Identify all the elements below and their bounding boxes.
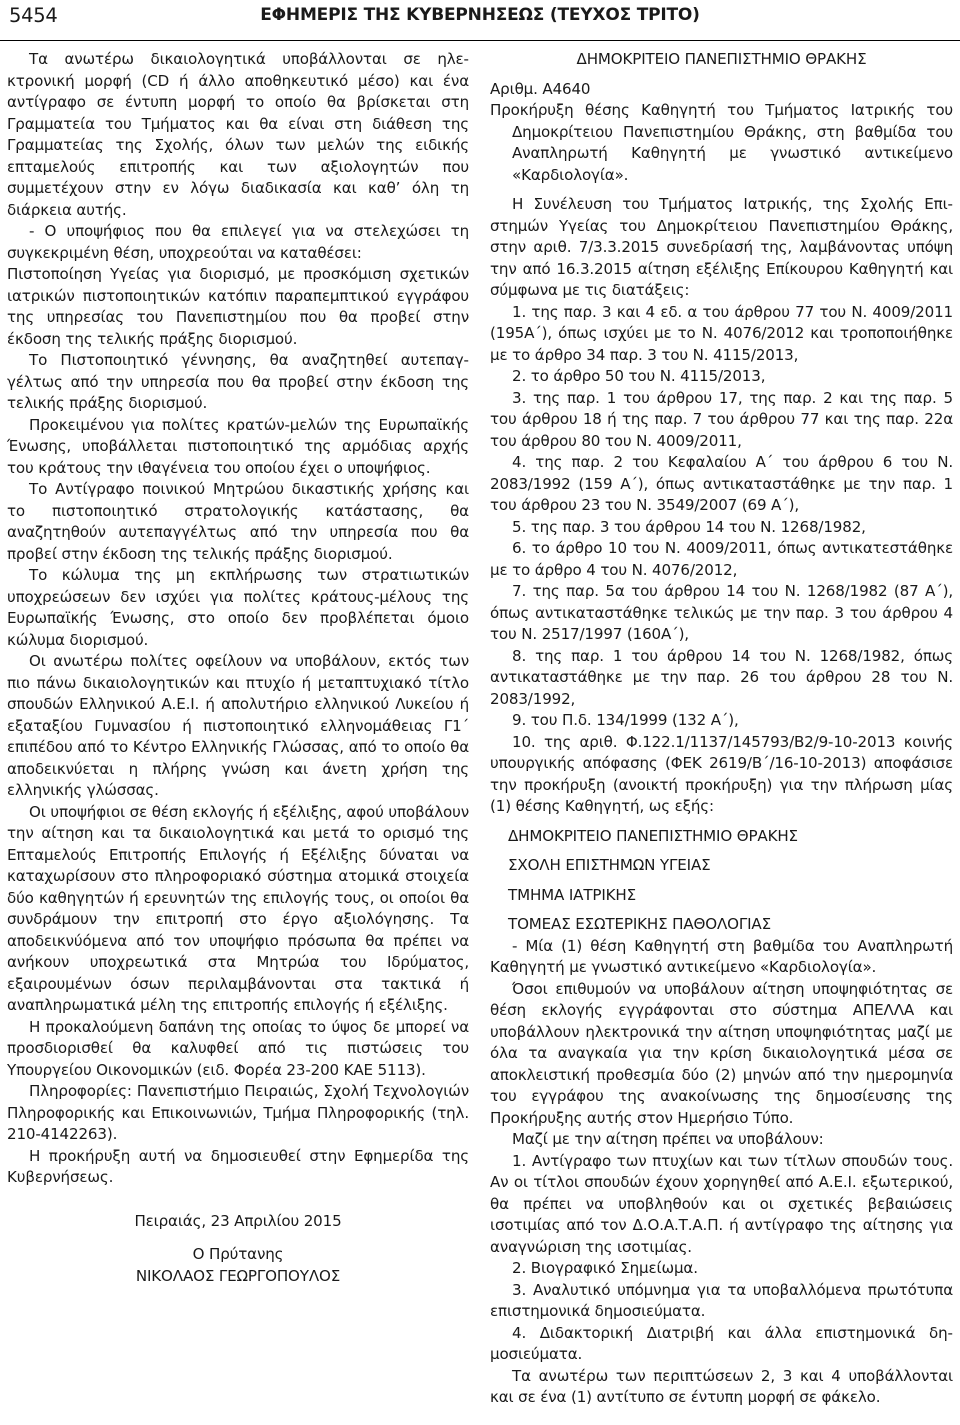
paragraph: Η Συνέλευση του Τμήματος Ιατρικής, της Σχολής Επιστημών Υγείας του Δημοκρίτειου Πανεπιστημίου Θράκης, στην αριθ. 7/3.3.2015 συνεδρίασή της, λαμβάνοντας υπόψη την από 16.3.2015 αίτηση εξέλιξης Επίκουρου Καθηγητή και σύμφωνα με τις διατάξεις: [490, 195, 953, 299]
list-item: 2. Βιογραφικό Σημείωμα. [512, 1259, 698, 1277]
paragraph: Οι ανωτέρω πολίτες οφείλουν να υποβάλουν, εκτός των πιο πάνω δικαιολογητικών και πτυχίο ή μεταπτυχιακό τίτλο σπουδών Ελληνικού Α.Ε.Ι. ή απολυτήριο ελληνικού Λυκείου ή εξαταξίου Γυμνασίου ή πιστοποιητικό ελληνομάθειας Γ1΄ επιπέδου από το Κέντρο Ελληνικής Γλώσσας, από το οποίο θα αποδεικνύεται η πλήρης γνώση και άνετη χρήση της ελληνικής γλώσσας. [7, 652, 469, 799]
page-header [0, 0, 960, 41]
notice-title: Προκήρυξη θέσης Καθηγητή του Τμήματος Ιατρικής του Δημοκρίτειου Πανεπιστημίου Θράκης, στη βαθμίδα του Αναπληρωτή Καθηγητή με γνωστικό αντικείμενο «Καρδιολογία». [490, 101, 953, 184]
paragraph: Πληροφορίες: Πανεπιστήμιο Πειραιώς, Σχολή Τεχνολογιών Πληροφορικής και Επικοινωνιών, Τμήμα Πληροφορικής (τηλ. 210-4142263). [7, 1082, 469, 1143]
paragraph: Όσοι επιθυμούν να υποβάλουν αίτηση υποψηφιότητας σε θέση εκλογής εγγράφονται στο σύστημα ΑΠΕΛΛΑ και υποβάλλουν ηλεκτρονικά την αίτηση υποψηφιότητας μαζί με όλα τα αναγκαία για την κρίση δικαιολογητικά μέσα σε αποκλειστική προθεσμία δύο (2) μηνών από την ημερομηνία του εγγράφου της ανακοίνωσης της δημοσίευσης της Προκήρυξης αυτής στον Ημερήσιο Τύπο. [490, 979, 953, 1127]
left-column [7, 49, 469, 1287]
place-date: Πειραιάς, 23 Απριλίου 2015 [134, 1211, 342, 1230]
paragraph: Πιστοποίηση Υγείας για διορισμό, με προσκόμιση σχετικών ιατρικών πιστοποιητικών κατόπιν παραπεμπτικού εγγράφου της υπηρεσίας του Πανεπιστημίου που θα προβεί στην έκδοση της τελικής πράξης διορισμού. [7, 265, 469, 348]
paragraph: Προκειμένου για πολίτες κρατών-μελών της Ευρωπαϊκής Ένωσης, υποβάλλεται πιστοποιητικό της αρμόδιας αρχής του κράτους την ιθαγένεια του οποίου έχει ο υποψήφιος. [7, 415, 469, 477]
paragraph: Οι υποψήφιοι σε θέση εκλογής ή εξέλιξης, αφού υποβάλουν την αίτηση και τα δικαιολογητικά και μετά το ορισμό της Επταμελούς Επιτροπής Επιλογής ή Εξέλιξης δύναται να καταχωρίσουν στο πληροφοριακό σύστημα ατομικά στοιχεία δύο καθηγητών ή ερευνητών της επιλογής τους, οι οποίοι θα συνδράμουν την επιτροπή στο έργο αξιολόγησης. Τα αποδεικνύόμενα από τον υποψήφιο πρόσωπα θα πρέπει να ανήκουν υποχρεωτικά στα Μητρώα του Ιδρύματος, εξαιρουμένων όσων περιλαμβάνονται στα τακτικά ή αναπληρωματικά μέλη της επιτροπής επιλογής ή εξέλιξης. [7, 802, 469, 1014]
list-item: 3. Αναλυτικό υπόμνημα για τα υποβαλλόμενα πρωτότυπα επιστημονικά δημοσιεύματα. [490, 1280, 953, 1320]
list-item: 6. το άρθρο 10 του Ν. 4009/2011, όπως αντικατεστάθηκε με το άρθρο 4 του Ν. 4076/2012, [490, 539, 953, 579]
paragraph: Η προκαλούμενη δαπάνη της οποίας το ύψος δε μπορεί να προσδιορισθεί θα καλυφθεί από τις πιστώσεις του Υπουργείου Οικονομικών (ειδ. Φορέα 23-200 ΚΑΕ 5113). [7, 1017, 469, 1079]
list-item: 7. της παρ. 5α του άρθρου 14 του Ν. 1268/1982 (87 Α΄), όπως αντικαταστάθηκε τελικώς με την παρ. 3 του άρθρου 4 του Ν. 2517/1997 (160Α΄), [490, 582, 953, 643]
paragraph: Το κώλυμα της μη εκπλήρωσης των στρατιωτικών υποχρεώσεων δεν ισχύει για πολίτες κράτους-μέλους της Ευρωπαϊκής Ένωσης, στο οποίο δεν προβλέπεται όμοιο κώλυμα διορισμού. [7, 566, 469, 649]
position-description: - Μία (1) θέση Καθηγητή στη βαθμίδα του Αναπληρωτή Καθηγητή με γνωστικό αντικείμενο «Καρδιολογία». [490, 936, 953, 976]
signer-title: Ο Πρύτανης [192, 1245, 284, 1263]
list-item: 8. της παρ. 1 του άρθρου 14 του Ν. 1268/1982, όπως αντικαταστάθηκε με την παρ. 26 του άρθρου 28 του Ν. 2083/1992, [490, 646, 953, 708]
list-item: 4. Διδακτορική Διατριβή και άλλα επιστημονικά δημοσιεύματα. [490, 1323, 953, 1363]
list-item: 9. του Π.δ. 134/1999 (132 Α΄), [512, 711, 739, 729]
list-item: 5. της παρ. 3 του άρθρου 14 του Ν. 1268/1982, [512, 517, 866, 536]
gazette-title: ΕΦΗΜΕΡΙΣ ΤΗΣ ΚΥΒΕΡΝΗΣΕΩΣ (ΤΕΥΧΟΣ ΤΡΙΤΟ) [260, 5, 700, 25]
paragraph: Η προκήρυξη αυτή να δημοσιευθεί στην Εφημερίδα της Κυβερνήσεως. [7, 1146, 469, 1186]
list-item: 1. Αντίγραφο των πτυχίων και των τίτλων σπουδών τους. Αν οι τίτλοι σπουδών έχουν χορηγηθεί από Α.Ε.Ι. εξωτερικού, θα πρέπει να υποβληθούν και οι σχετικές βεβαιώσεις ισοτιμίας από τον Δ.Ο.Α.Τ.Α.Π. ή αντίγραφο της αίτησης για αναγνώριση της ισοτιμίας. [490, 1151, 953, 1256]
institution-heading: ΔΗΜΟΚΡΙΤΕΙΟ ΠΑΝΕΠΙΣΤΗΜΙΟ ΘΡΑΚΗΣ [576, 50, 867, 68]
list-item: 4. της παρ. 2 του Κεφαλαίου Α΄ του άρθρου 6 του Ν. 2083/1992 (159 Α΄), όπως αντικαταστάθηκε με την παρ. 1 του άρθρου 23 του Ν. 3549/2007 (69 Α΄), [490, 453, 953, 514]
list-item: 3. της παρ. 1 του άρθρου 17, της παρ. 2 και της παρ. 5 του άρθρου 18 ή της παρ. 7 του άρθρου 77 και της παρ. 22α του άρθρου 80 του Ν. 4009/2011, [490, 388, 953, 450]
right-column [490, 49, 953, 1409]
list-item: 1. της παρ. 3 και 4 εδ. α του άρθρου 77 του Ν. 4009/2011 (195Α΄), όπως ισχύει με το Ν. 4076/2012 και τροποποιήθηκε με το άρθρο 34 παρ. 3 του Ν. 4115/2013, [490, 302, 953, 364]
list-item: 10. της αριθ. Φ.122.1/1137/145793/Β2/9-10-2013 κοινής υπουργικής απόφασης (ΦΕΚ 2619/Β΄/16-10-2013) αποφάσισε την προκήρυξη (ανοικτή προκήρυξη) για την πλήρωση μίας (1) θέσης Καθηγητή, ως εξής: [490, 732, 953, 815]
school-heading: ΣΧΟΛΗ ΕΠΙΣΤΗΜΩΝ ΥΓΕΙΑΣ [508, 856, 711, 874]
signer-name: ΝΙΚΟΛΑΟΣ ΓΕΩΡΓΟΠΟΥΛΟΣ [135, 1266, 341, 1285]
reference-number: Αριθμ. Α4640 [490, 79, 591, 98]
list-item: 2. το άρθρο 50 του Ν. 4115/2013, [512, 367, 766, 385]
paragraph: Τα ανωτέρω των περιπτώσεων 2, 3 και 4 υποβάλλονται και σε ένα (1) αντίτυπο σε έντυπη μορφή σε φάκελο. [490, 1366, 953, 1406]
page-number: 5454 [9, 4, 58, 27]
paragraph: Το Αντίγραφο ποινικού Μητρώου δικαστικής χρήσης και το πιστοποιητικό στρατολογικής κατάστασης, θα αναζητηθούν αυτεπαγγέλτως από την υπηρεσία που θα προβεί στην έκδοση της τελικής πράξης διορισμού. [7, 480, 469, 563]
paragraph: Το Πιστοποιητικό γέννησης, θα αναζητηθεί αυτεπαγγέλτως από την υπηρεσία που θα προβεί στην έκδοση της τελικής πράξης διορισμού. [7, 351, 469, 412]
paragraph: Μαζί με την αίτηση πρέπει να υποβάλουν: [512, 1130, 824, 1148]
department-heading: ΤΜΗΜΑ ΙΑΤΡΙΚΗΣ [508, 885, 636, 904]
paragraph: Τα ανωτέρω δικαιολογητικά υποβάλλονται σε ηλεκτρονική μορφή (CD ή άλλο αποθηκευτικό μέσο) και ένα αντίγραφο σε έντυπη μορφή το οποίο θα βρίσκεται στη Γραμματεία του Τμήματος και θα είναι στη διάθεση της Γραμματείας της Σχολής, όλων των μελών της ειδικής επταμελούς επιτροπής και των αξιολογητών που συμμετέχουν στην εν λόγω διαδικασία και καθ’ όλη τη διάρκεια αυτής. [7, 50, 469, 219]
paragraph: - Ο υποψήφιος που θα επιλεγεί για να στελεχώσει τη συγκεκριμένη θέση, υποχρεούται να καταθέσει: [7, 222, 469, 262]
university-heading: ΔΗΜΟΚΡΙΤΕΙΟ ΠΑΝΕΠΙΣΤΗΜΙΟ ΘΡΑΚΗΣ [508, 826, 798, 845]
sector-heading: ΤΟΜΕΑΣ ΕΣΩΤΕΡΙΚΗΣ ΠΑΘΟΛΟΓΙΑΣ [508, 915, 771, 933]
